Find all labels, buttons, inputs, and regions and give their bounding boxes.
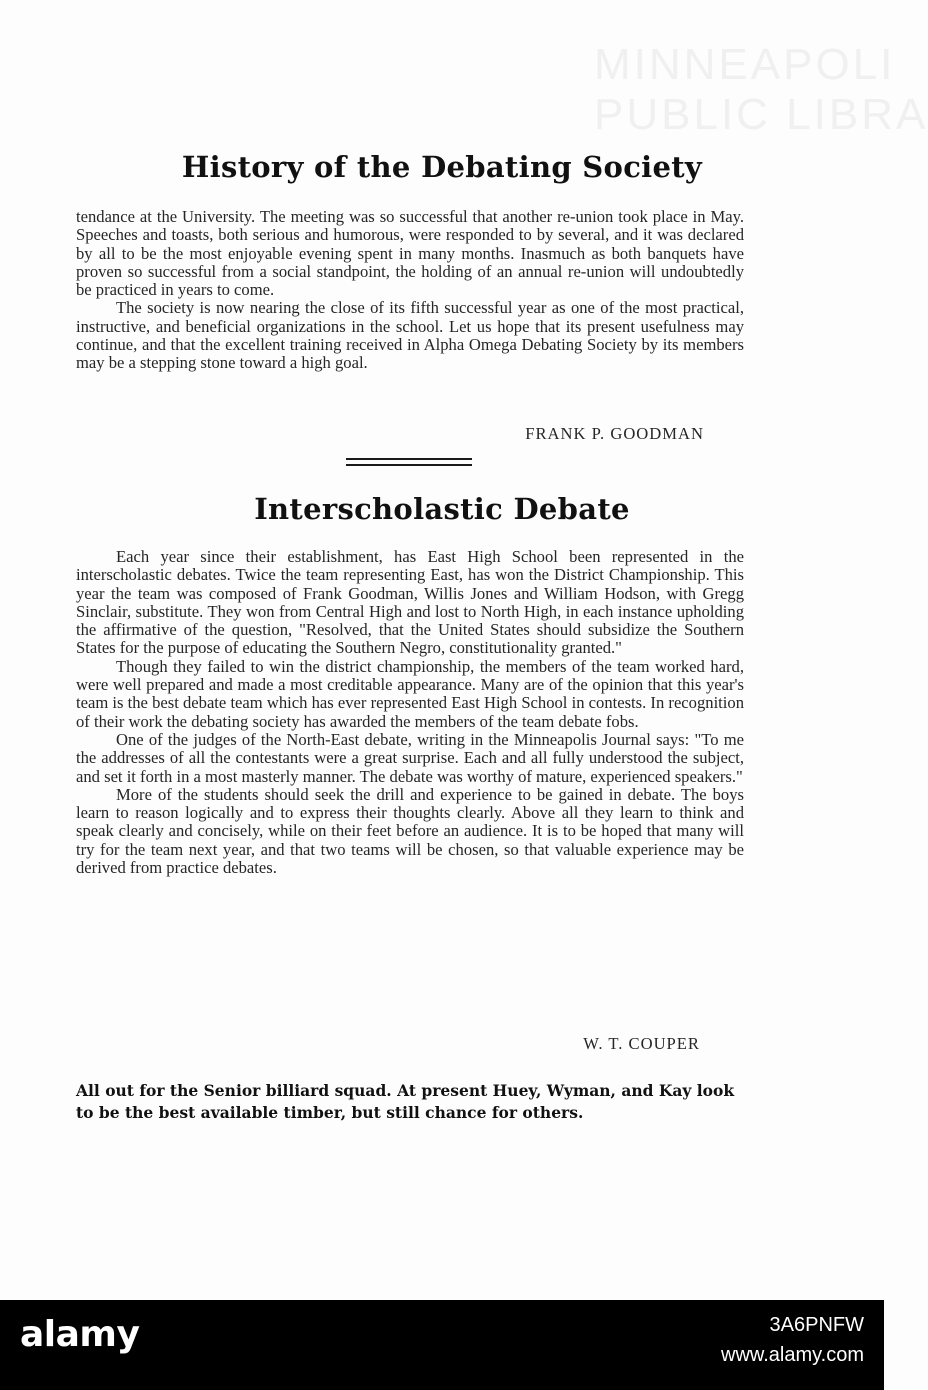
- section-1-body: [76, 208, 744, 373]
- divider-rule-top: [346, 458, 472, 460]
- section-2-paragraph-1: Each year since their establishment, has East High School been represented in the interscholastic debates. Twice the team representing East, has won the District Championship. This year the team was composed of Frank Goodman, Willis Jones and William Hodson, with Gregg Sinclair, substitute. They won from Central High and lost to North High, in each instance upholding the affirmative of the question, "Resolved, that the United States should subsidize the Southern States for the purpose of educating the Southern Negro, constitutionality granted.": [76, 547, 744, 658]
- image-id: 3A6PNFW: [769, 1314, 864, 1336]
- library-stamp: [594, 40, 928, 140]
- site-url: www.alamy.com: [721, 1344, 864, 1366]
- stamp-line-2: PUBLIC LIBRA: [594, 90, 928, 139]
- section-2-paragraph-2: Though they failed to win the district championship, the members of the team worked hard, were well prepared and made a most creditable appearance. Many are of the opinion that this year's team is the best debate team which has ever represented East High School in contests. In recognition of their work the debating society has awarded the members of the team debate fobs.: [76, 656, 744, 731]
- footer-note-line-2: to be the best available timber, but still chance for others.: [76, 1103, 584, 1122]
- watermark-banner: [0, 1300, 884, 1390]
- brand-logo: alamy: [20, 1314, 140, 1355]
- section-1-paragraph-1: tendance at the University. The meeting was so successful that another re-union took place in May. Speeches and toasts, both serious and humorous, were responded to by several, and it was declared by all to be the most enjoyable evening spent in many months. Inasmuch as both banquets have proven so successful from a social standpoint, the holding of an annual re-union will undoubtedly be practiced in years to come.: [76, 207, 744, 300]
- section-2-paragraph-4: More of the students should seek the drill and experience to be gained in debate. The boys learn to reason logically and to express their thoughts clearly. Above all they learn to think and speak clearly and concisely, while on their feet before an audience. It is to be hoped that many will try for the team next year, and that two teams will be chosen, so that valuable experience may be derived from practice debates.: [76, 784, 744, 878]
- section-2-title: Interscholastic Debate: [254, 492, 630, 526]
- section-1-signature: FRANK P. GOODMAN: [525, 424, 704, 443]
- footer-note: [76, 1080, 756, 1124]
- section-1-title: History of the Debating Society: [181, 150, 703, 184]
- section-2-body: [76, 548, 744, 877]
- section-1-paragraph-2: The society is now nearing the close of its fifth successful year as one of the most practical, instructive, and beneficial organizations in the school. Let us hope that its present usefulness may continue, and that the excellent training received in Alpha Omega Debating Society by its members may be a stepping stone toward a high goal.: [76, 298, 744, 373]
- divider-rule-bottom: [346, 464, 472, 466]
- section-2-paragraph-3: One of the judges of the North-East debate, writing in the Minneapolis Journal says: "To me the addresses of all the contestants were a great surprise. Each and all fully understood the subject, and set it forth in a most masterly manner. The debate was worthy of mature, experienced speakers.": [76, 729, 744, 786]
- footer-note-line-1: All out for the Senior billiard squad. At present Huey, Wyman, and Kay look: [76, 1081, 735, 1100]
- stamp-line-1: MINNEAPOLI: [594, 40, 896, 89]
- section-2-signature: W. T. COUPER: [583, 1034, 700, 1053]
